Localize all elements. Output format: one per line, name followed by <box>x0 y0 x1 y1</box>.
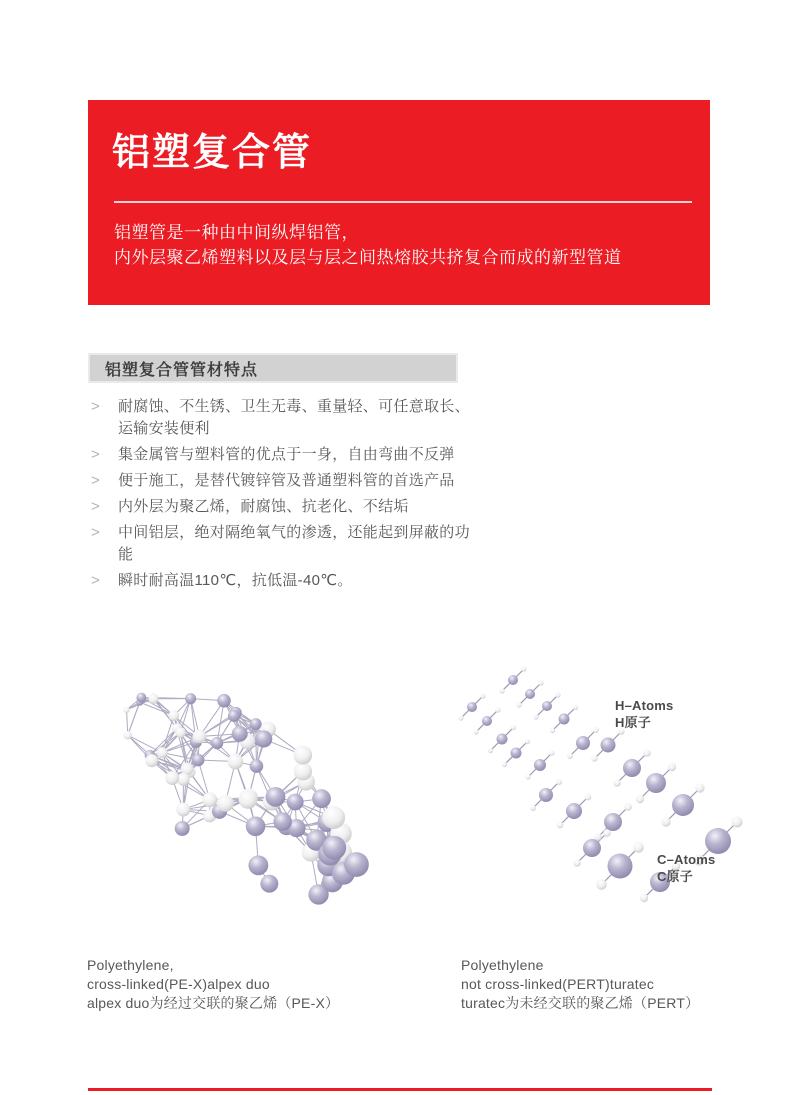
list-item <box>88 444 480 466</box>
section-heading: 铝塑复合管管材特点 <box>105 361 259 379</box>
feature-text: 内外层为聚乙烯，耐腐蚀、抗老化、不结垢 <box>118 498 409 515</box>
pert-caption-line-3: turatec为未经交联的聚乙烯（PERT） <box>461 995 700 1011</box>
pex-caption-line-1: Polyethylene, <box>87 957 174 973</box>
feature-text: 集金属管与塑料管的优点于一身，自由弯曲不反弹 <box>118 446 455 463</box>
pert-caption <box>461 956 699 1013</box>
page-title: 铝塑复合管 <box>112 132 313 174</box>
h-atoms-label-en: H–Atoms <box>615 698 674 713</box>
pex-caption-line-2: cross-linked(PE-X)alpex duo <box>87 976 270 992</box>
list-item <box>88 522 480 566</box>
pert-caption-line-1: Polyethylene <box>461 957 544 973</box>
feature-list <box>88 396 480 596</box>
feature-text: 瞬时耐高温110℃，抗低温-40℃。 <box>118 572 353 589</box>
c-atoms-label-zh: C原子 <box>657 869 693 884</box>
hero-subtitle-line-1: 铝塑管是一种由中间纵焊铝管， <box>114 223 359 242</box>
hero-banner <box>88 100 710 305</box>
list-item <box>88 470 480 492</box>
pert-caption-line-2: not cross-linked(PERT)turatec <box>461 976 655 992</box>
feature-text: 便于施工，是替代镀锌管及普通塑料管的首选产品 <box>118 472 455 489</box>
chevron-bullet-icon: > <box>91 446 101 463</box>
chevron-bullet-icon: > <box>91 572 101 589</box>
c-atoms-label-en: C–Atoms <box>657 852 716 867</box>
chevron-bullet-icon: > <box>91 472 101 489</box>
pex-caption <box>87 956 339 1013</box>
feature-text: 中间铝层，绝对隔绝氧气的渗透，还能起到屏蔽的功能 <box>118 524 470 563</box>
hero-divider <box>114 201 692 203</box>
chevron-bullet-icon: > <box>91 524 101 541</box>
h-atoms-label-zh: H原子 <box>615 715 651 730</box>
list-item <box>88 496 480 518</box>
h-atoms-label <box>615 697 673 731</box>
list-item <box>88 570 480 592</box>
chevron-bullet-icon: > <box>91 398 101 415</box>
pert-chains-diagram <box>440 648 770 910</box>
section-heading-bar <box>88 353 458 383</box>
chevron-bullet-icon: > <box>91 498 101 515</box>
footer-accent-rule <box>88 1088 712 1091</box>
pex-network-diagram <box>70 635 410 945</box>
feature-text: 耐腐蚀、不生锈、卫生无毒、重量轻、可任意取长、运输安装便利 <box>118 398 470 437</box>
hero-subtitle <box>114 220 690 270</box>
hero-subtitle-line-2: 内外层聚乙烯塑料以及层与层之间热熔胶共挤复合而成的新型管道 <box>114 248 622 267</box>
c-atoms-label <box>657 851 715 885</box>
pex-caption-line-3: alpex duo为经过交联的聚乙烯（PE-X） <box>87 995 340 1011</box>
list-item <box>88 396 480 440</box>
